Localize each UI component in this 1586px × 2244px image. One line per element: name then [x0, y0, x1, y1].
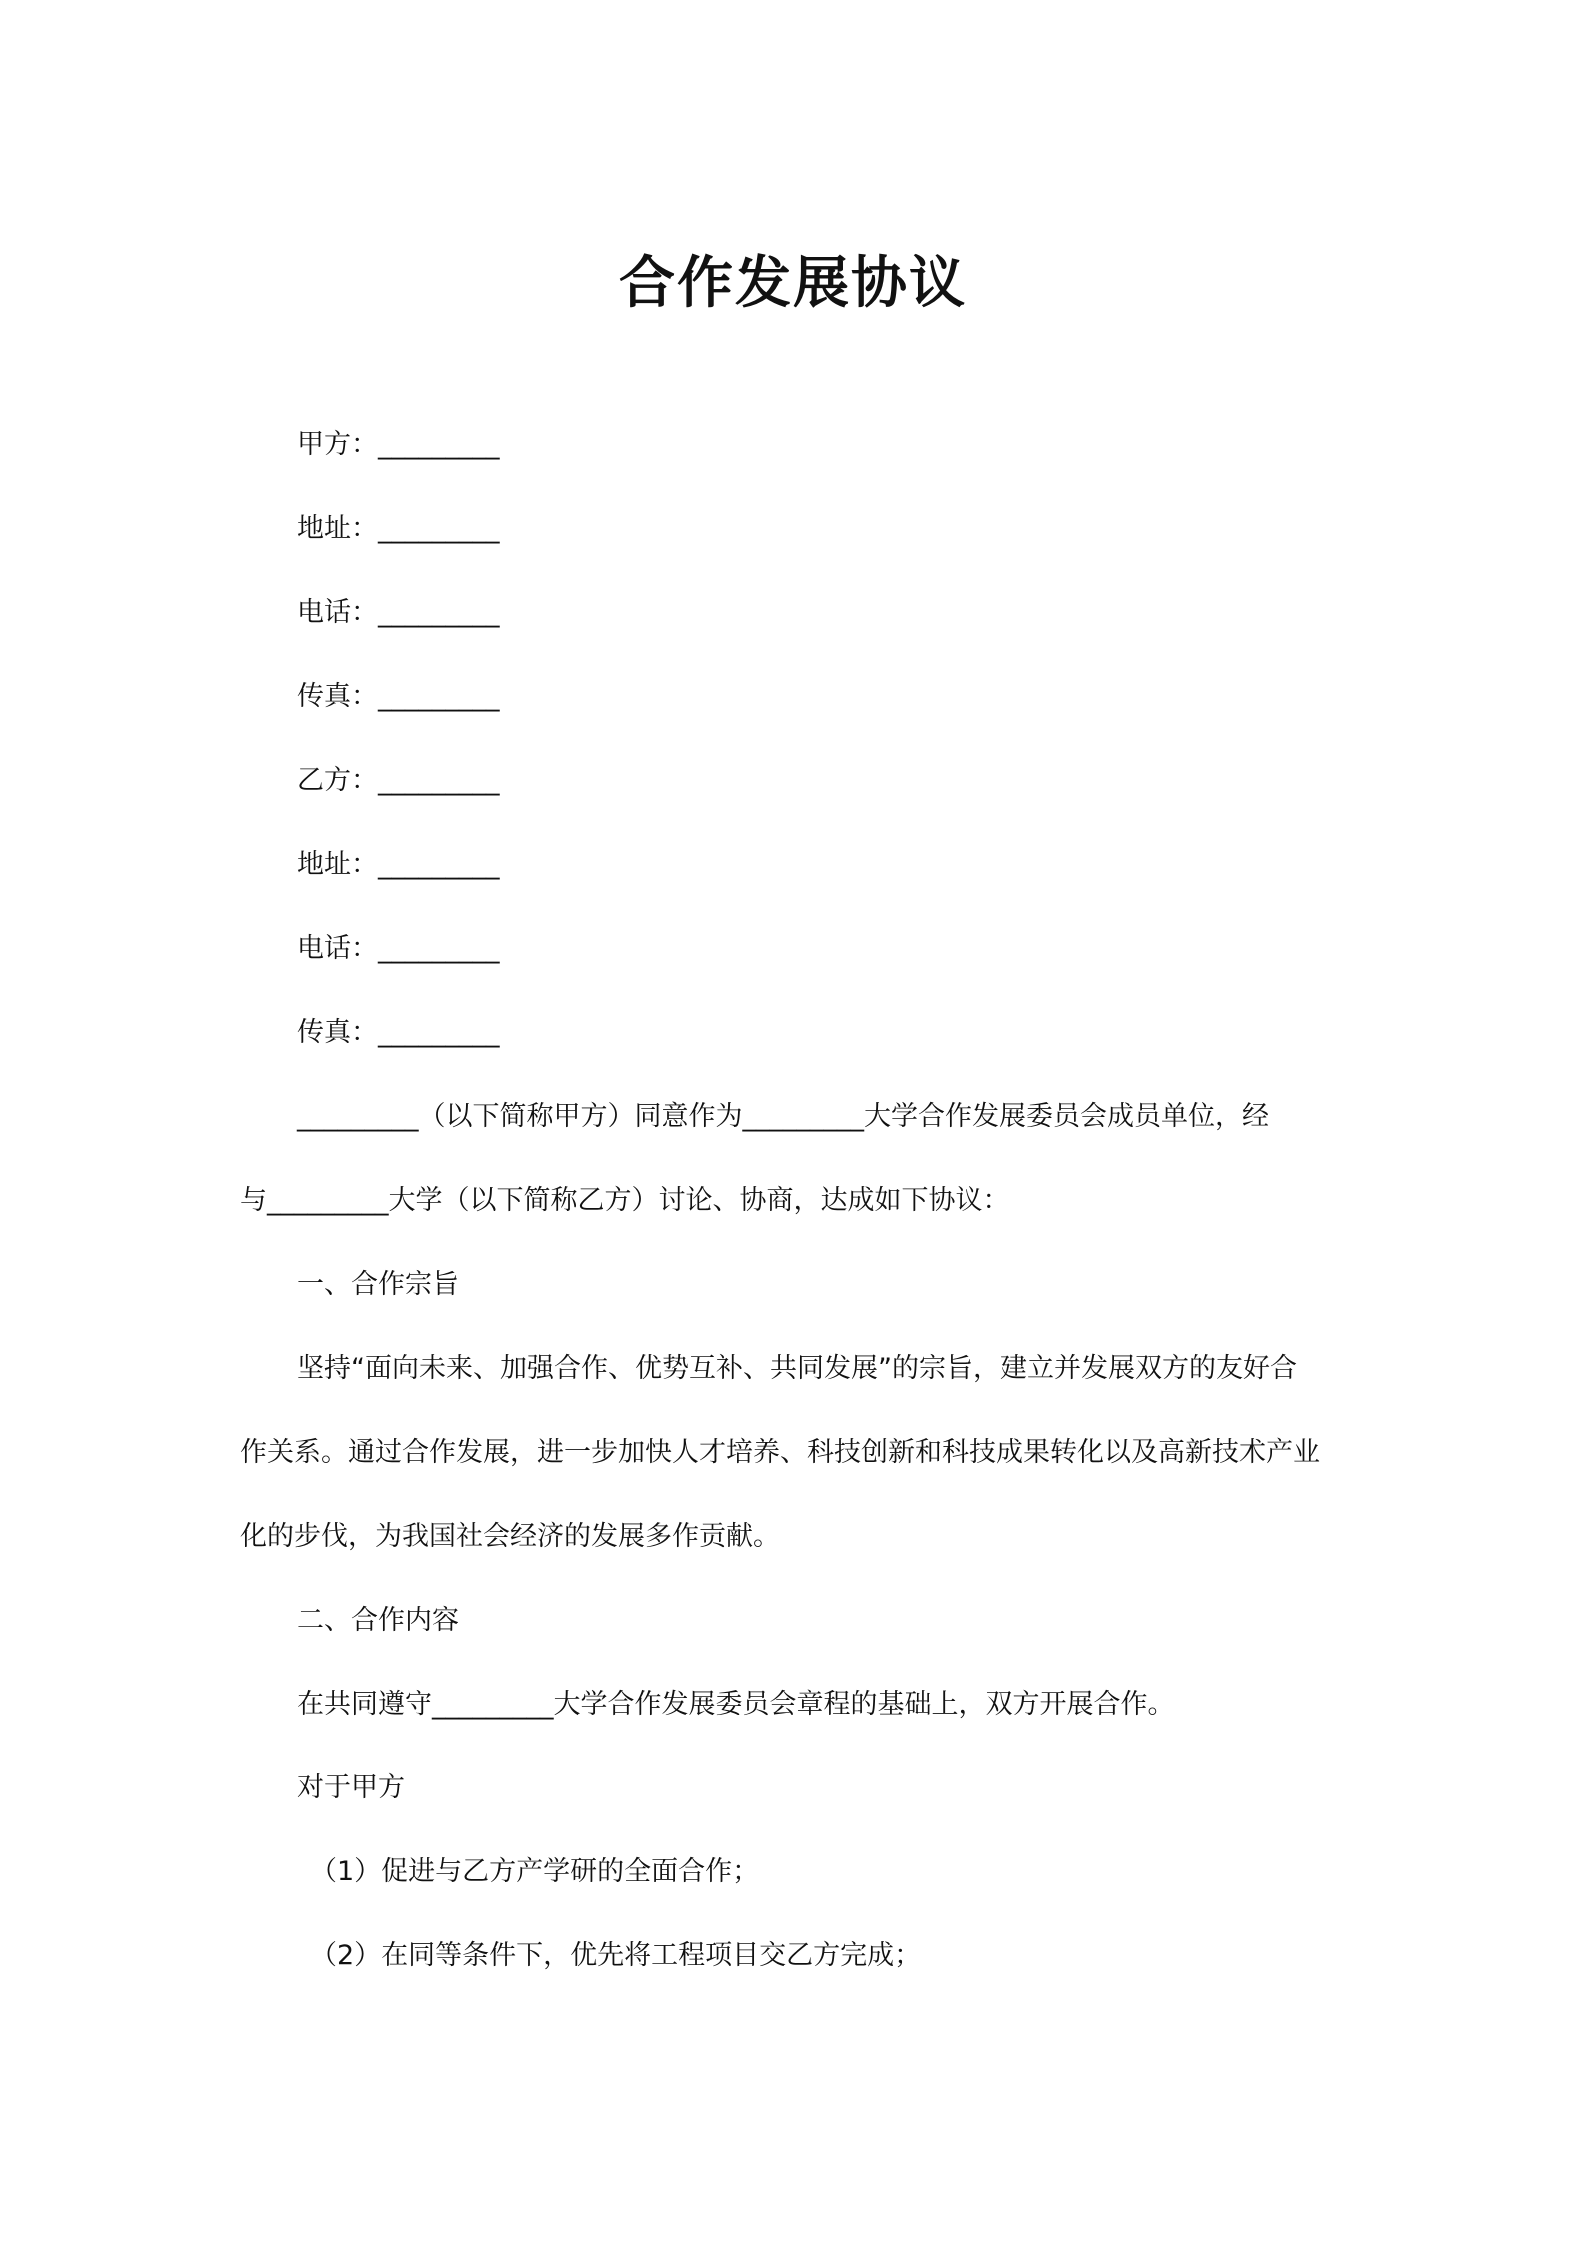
section-1-line-2: 作关系。通过合作发展，进一步加快人才培养、科技创新和科技成果转化以及高新技术产业: [240, 1437, 1320, 1468]
party-a-obligations-heading: 对于甲方: [297, 1772, 405, 1803]
party-b-address-field: 地址：_________: [297, 849, 500, 880]
document-title: 合作发展协议: [619, 251, 967, 316]
section-1-heading: 一、合作宗旨: [297, 1269, 459, 1300]
party-a-phone-field: 电话：_________: [297, 597, 500, 628]
obligation-item-2: （2）在同等条件下，优先将工程项目交乙方完成；: [310, 1940, 922, 1971]
party-b-fax-field: 传真：_________: [297, 1017, 500, 1048]
section-1-line-3: 化的步伐，为我国社会经济的发展多作贡献。: [240, 1521, 780, 1552]
party-a-address-field: 地址：_________: [297, 513, 500, 544]
obligation-item-1: （1）促进与乙方产学研的全面合作；: [310, 1856, 760, 1887]
section-2-line-1: 在共同遵守_________大学合作发展委员会章程的基础上，双方开展合作。: [297, 1689, 1175, 1720]
party-a-name-field: 甲方：_________: [297, 429, 500, 460]
party-b-phone-field: 电话：_________: [297, 933, 500, 964]
section-2-heading: 二、合作内容: [297, 1605, 459, 1636]
party-a-fax-field: 传真：_________: [297, 681, 500, 712]
section-1-line-1: 坚持“面向未来、加强合作、优势互补、共同发展”的宗旨，建立并发展双方的友好合: [297, 1353, 1297, 1384]
intro-paragraph-line-2: 与_________大学（以下简称乙方）讨论、协商，达成如下协议：: [240, 1185, 1010, 1216]
party-b-name-field: 乙方：_________: [297, 765, 500, 796]
intro-paragraph-line-1: _________（以下简称甲方）同意作为_________大学合作发展委员会成员单位，经: [297, 1101, 1269, 1132]
